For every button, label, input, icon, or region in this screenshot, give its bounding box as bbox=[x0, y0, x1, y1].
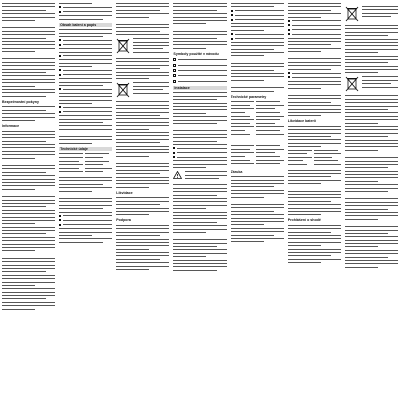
warning-notice bbox=[173, 171, 226, 181]
weee-notice-3 bbox=[345, 6, 398, 22]
section-heading: Symboly použité v návodu bbox=[173, 51, 219, 56]
section-heading: Podpora bbox=[116, 218, 131, 223]
warning-triangle-icon bbox=[173, 171, 182, 179]
section-heading: Informace bbox=[2, 123, 20, 128]
spec-table bbox=[288, 150, 341, 168]
spec-table bbox=[59, 153, 112, 175]
section-heading: Bezpečnostní pokyny bbox=[2, 99, 39, 104]
text-column-6 bbox=[288, 0, 341, 400]
section-heading: Technické parametry bbox=[230, 94, 267, 99]
weee-notice-2 bbox=[116, 82, 169, 98]
section-heading: Instalace bbox=[173, 86, 226, 91]
battery-notice bbox=[345, 76, 398, 92]
text-column-3 bbox=[116, 0, 169, 400]
section-heading: Prohlášení o shodě bbox=[287, 218, 321, 223]
crossed-out-wheelie-bin-icon bbox=[116, 38, 130, 54]
section-heading: Obsah balení a popis bbox=[59, 23, 112, 28]
text-column-2 bbox=[59, 0, 112, 400]
spec-table bbox=[231, 101, 284, 137]
crossed-out-wheelie-bin-icon bbox=[116, 82, 130, 98]
text-column-7 bbox=[345, 0, 398, 400]
battery-disposal-icon bbox=[345, 76, 359, 92]
section-heading: Likvidace bbox=[116, 190, 133, 195]
section-heading: Technické údaje bbox=[59, 147, 112, 152]
section-heading: Likvidace baterií bbox=[287, 119, 316, 124]
weee-notice bbox=[116, 38, 169, 55]
text-column-4 bbox=[173, 0, 226, 400]
text-column-5 bbox=[231, 0, 284, 400]
crossed-out-wheelie-bin-icon bbox=[345, 6, 359, 22]
text-column-1 bbox=[2, 0, 55, 400]
section-heading: Záruka bbox=[230, 169, 243, 174]
spec-table-2 bbox=[231, 145, 284, 167]
